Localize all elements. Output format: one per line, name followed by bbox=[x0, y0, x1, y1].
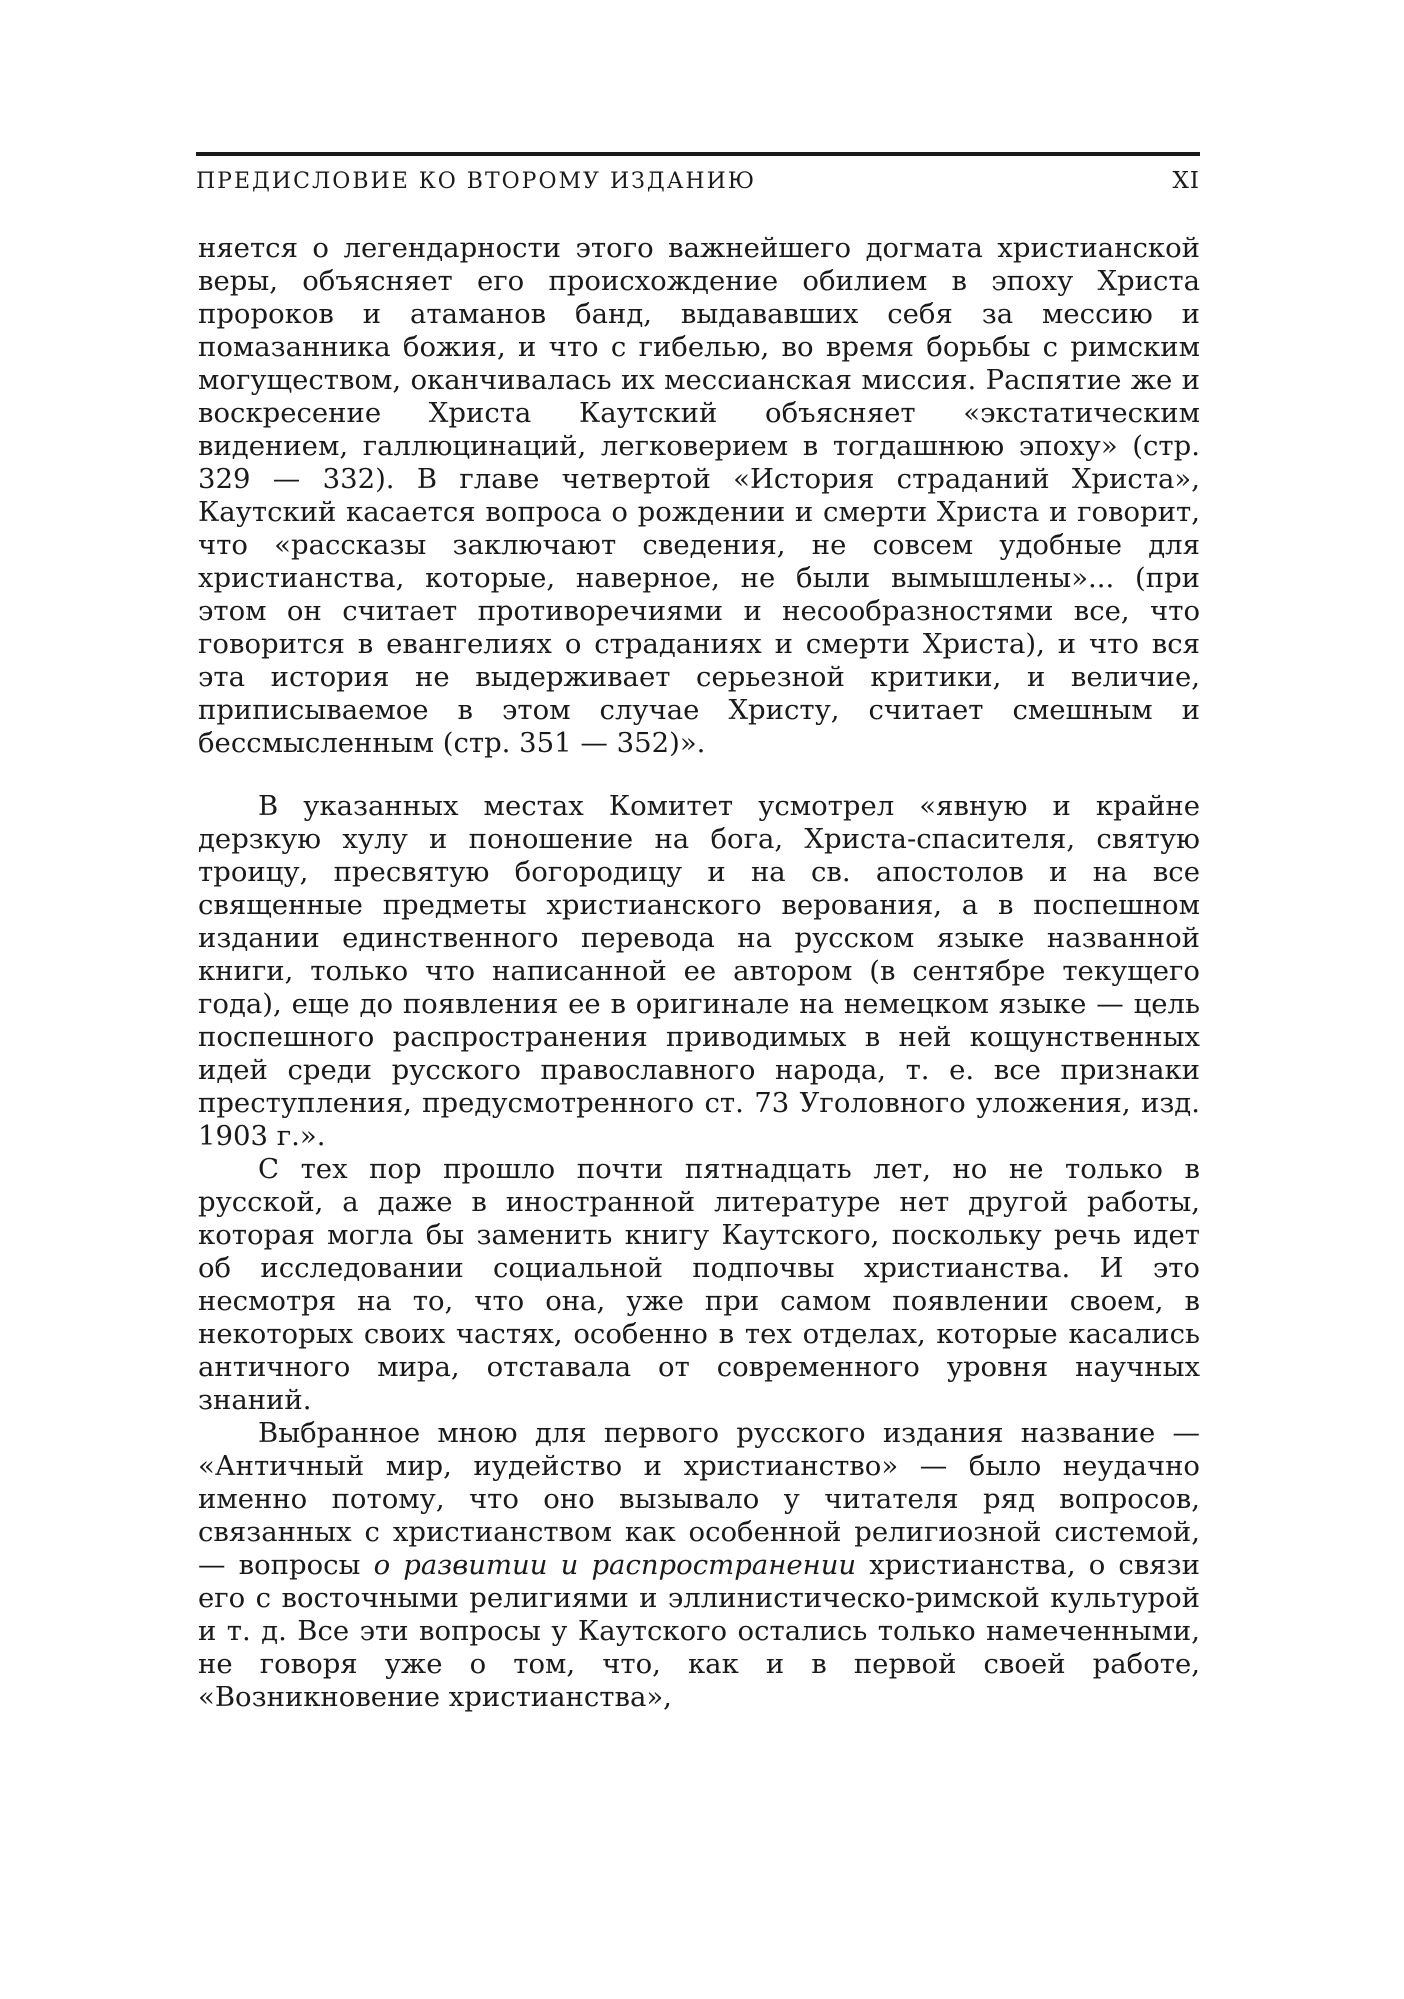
paragraph-4-italic-phrase: о развитии и распространении bbox=[373, 1549, 857, 1581]
running-title: ПРЕДИСЛОВИЕ КО ВТОРОМУ ИЗДАНИЮ bbox=[196, 169, 757, 194]
paragraph-4-text-end: христианства, о связи его с восточными религиями и эллинистическо-римской культурой и т. д. Все эти вопросы у Каутского остались только намеченными, не говоря уже о том, что, как и в первой своей работе, «Возникновение христианства», bbox=[198, 1549, 1200, 1713]
paragraph-4-text-start: Выбранное мною для первого русского издания название — «Античный мир, иудейство и христианство» — было неудачно именно потому, что оно вызывало у читателя ряд вопросов, связанных с христианством как особенной религиозной системой, — вопросы bbox=[198, 1417, 1200, 1581]
paragraph-2: В указанных местах Комитет усмотрел «явную и крайне дерзкую хулу и поношение на бога, Христа-спасителя, святую троицу, пресвятую богородицу и на св. апостолов и на все священные предметы христианского верования, а в поспешном издании единственного перевода на русском языке названной книги, только что написанной ее автором (в сентябре текущего года), еще до появления ее в оригинале на немецком языке — цель поспешного распространения приводимых в ней кощунственных идей среди русского православного народа, т. е. все признаки преступления, предусмотренного ст. 73 Уголовного уложения, изд. 1903 г.». bbox=[198, 790, 1200, 1152]
paragraph-3: С тех пор прошло почти пятнадцать лет, но не только в русской, а даже в иностранной литературе нет другой работы, которая могла бы заменить книгу Каутского, поскольку речь идет об исследовании социальной подпочвы христианства. И это несмотря на то, что она, уже при самом появлении своем, в некоторых своих частях, особенно в тех отделах, которые касались античного мира, отставала от современного уровня научных знаний. bbox=[198, 1153, 1200, 1416]
paragraph-4 bbox=[198, 1417, 1200, 1714]
text-block bbox=[198, 232, 1200, 1872]
running-head bbox=[196, 152, 1200, 196]
page-number: XI bbox=[1172, 168, 1200, 194]
paragraph-1: няется о легендарности этого важнейшего догмата христианской веры, объясняет его происхождение обилием в эпоху Христа пророков и атаманов банд, выдававших себя за мессию и помазанника божия, и что с гибелью, во время борьбы с римским могуществом, оканчивалась их мессианская миссия. Распятие же и воскресение Христа Каутский объясняет «экстатическим видением, галлюцинаций, легковерием в тогдашнюю эпоху» (стр. 329 — 332). В главе четвертой «История страданий Христа», Каутский касается вопроса о рождении и смерти Христа и говорит, что «рассказы заключают сведения, не совсем удобные для христианства, которые, наверное, не были вымышлены»... (при этом он считает противоречиями и несообразностями все, что говорится в евангелиях о страданиях и смерти Христа), и что вся эта история не выдерживает серьезной критики, и величие, приписываемое в этом случае Христу, считает смешным и бессмысленным (стр. 351 — 352)». bbox=[198, 232, 1200, 759]
